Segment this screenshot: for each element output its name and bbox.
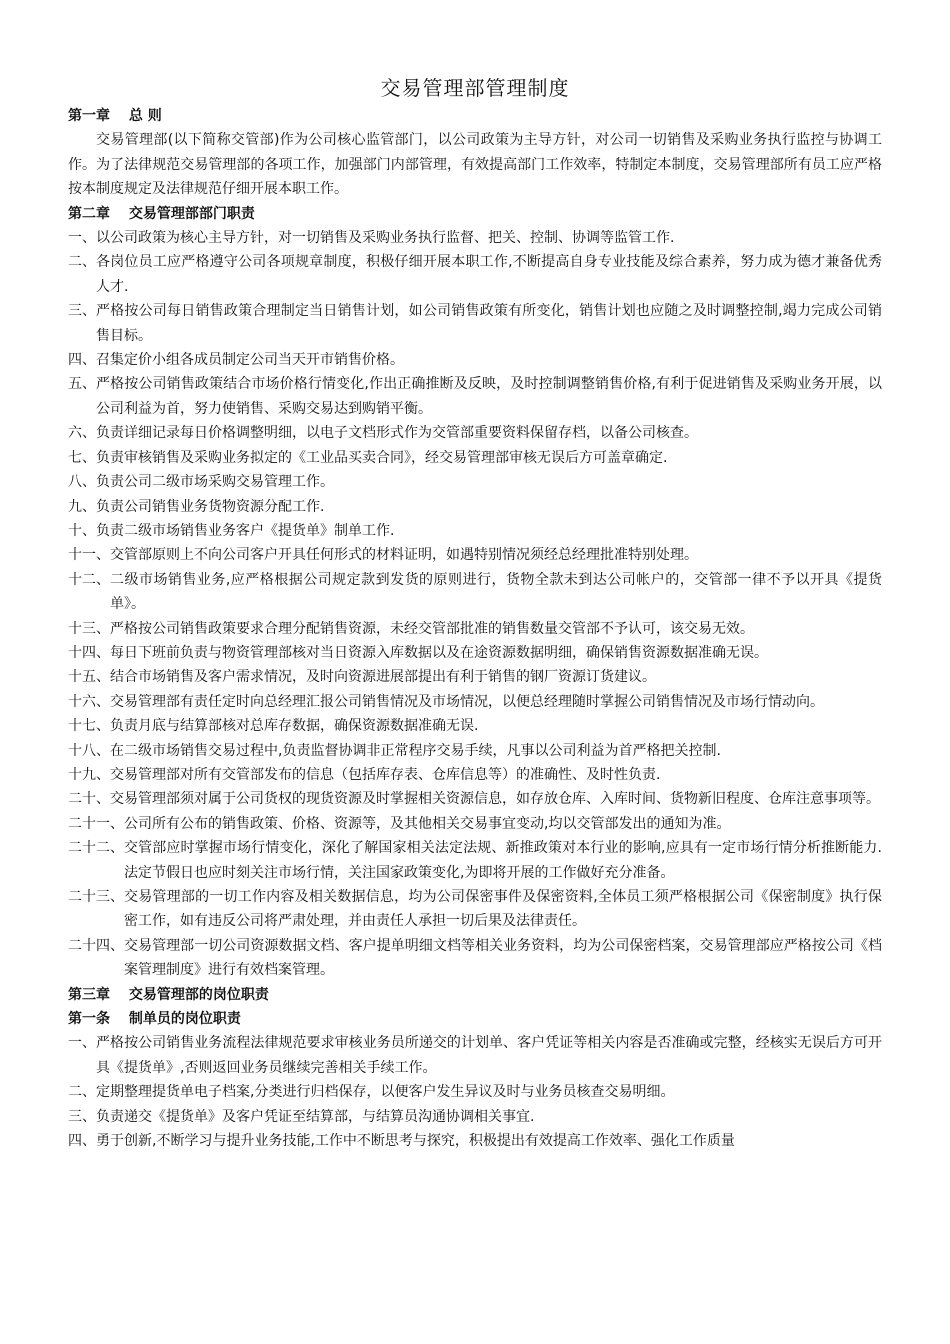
chapter-2-duty-item bbox=[68, 250, 882, 299]
chapter-2-duty-item bbox=[68, 812, 882, 836]
item-text: 勇于创新,不断学习与提升业务技能,工作中不断思考与探究，积极提出有效提高工作效率、强化工作质量 bbox=[96, 1133, 735, 1150]
chapter-2-duty-item bbox=[68, 568, 882, 617]
chapter-2-duty-item bbox=[68, 543, 882, 567]
chapter-2-duty-item bbox=[68, 519, 882, 543]
item-number: 二十三、 bbox=[68, 889, 124, 905]
item-number: 二十、 bbox=[68, 791, 110, 808]
item-text: 在二级市场销售交易过程中,负责监督协调非正常程序交易手续，凡事以公司利益为首严格把关控制. bbox=[110, 742, 721, 759]
chapter-2-duty-item bbox=[68, 226, 882, 250]
chapter-2-duty-item bbox=[68, 714, 882, 738]
chapter-3-heading: 第三章 交易管理部的岗位职责 bbox=[68, 986, 269, 1003]
item-number: 十二、 bbox=[68, 571, 110, 588]
chapter-2-duty-item bbox=[68, 372, 882, 421]
item-number: 四、 bbox=[68, 1133, 96, 1150]
item-number: 五、 bbox=[68, 376, 96, 393]
article-1-duty-item bbox=[68, 1105, 882, 1129]
chapter-2-duty-item bbox=[68, 934, 882, 983]
item-text: 交管部应时掌握市场行情变化，深化了解国家相关法定法规、新推政策对本行业的影响,应具有一定市场行情分析推断能力.法定节假日也应时刻关注市场行情，关注国家政策变化,为即将开展的工作做好充分准备。 bbox=[124, 840, 882, 881]
chapter-2-duty-item bbox=[68, 446, 882, 470]
item-text: 严格按公司销售政策要求合理分配销售资源，未经交管部批准的销售数量交管部不予认可，该交易无效。 bbox=[110, 620, 754, 637]
item-text: 交易管理部有责任定时向总经理汇报公司销售情况及市场情况，以便总经理随时掌握公司销售情况及市场行情动向。 bbox=[110, 693, 824, 710]
item-text: 负责详细记录每日价格调整明细，以电子文档形式作为交管部重要资料保留存档，以备公司核查。 bbox=[96, 425, 698, 442]
item-number: 一、 bbox=[68, 1035, 96, 1052]
item-number: 二十一、 bbox=[68, 815, 124, 832]
article-1-heading: 第一条 制单员的岗位职责 bbox=[68, 1011, 241, 1028]
document-title: 交易管理部管理制度 bbox=[380, 76, 570, 100]
item-number: 十五、 bbox=[68, 669, 110, 686]
item-number: 十四、 bbox=[68, 644, 110, 661]
item-number: 二十四、 bbox=[68, 937, 124, 954]
item-number: 七、 bbox=[68, 449, 96, 466]
chapter-2-duty-item bbox=[68, 641, 882, 665]
chapter-1-paragraph: 交易管理部(以下简称交管部)作为公司核心监管部门，以公司政策为主导方针，对公司一切销售及采购业务执行监控与协调工作。为了法律规范交易管理部的各项工作，加强部门内部管理，有效提高部门工作效率，特制定本制度，交易管理部所有员工应严格按本制度规定及法律规范仔细开展本职工作。 bbox=[68, 132, 882, 198]
item-number: 十九、 bbox=[68, 766, 110, 783]
item-text: 定期整理提货单电子档案,分类进行归档保存，以便客户发生异议及时与业务员核查交易明细。 bbox=[96, 1084, 675, 1101]
article-1-duty-item bbox=[68, 1080, 882, 1104]
chapter-2-duty-item bbox=[68, 348, 882, 372]
item-text: 召集定价小组各成员制定公司当天开市销售价格。 bbox=[96, 352, 404, 369]
item-text: 交易管理部的一切工作内容及相关数据信息，均为公司保密事件及保密资料,全体员工须严格根据公司《保密制度》执行保密工作，如有违反公司将严肃处理，并由责任人承担一切后果及法律责任。 bbox=[124, 889, 882, 930]
item-number: 十、 bbox=[68, 522, 96, 539]
item-text: 严格按公司销售业务流程法律规范要求审核业务员所递交的计划单、客户凭证等相关内容是否准确或完整，经核实无误后方可开具《提货单》,否则返回业务员继续完善相关手续工作。 bbox=[96, 1035, 882, 1076]
item-number: 十一、 bbox=[68, 547, 110, 564]
item-text: 严格按公司每日销售政策合理制定当日销售计划，如公司销售政策有所变化，销售计划也应随之及时调整控制,竭力完成公司销售目标。 bbox=[96, 303, 882, 344]
item-number: 三、 bbox=[68, 1108, 96, 1125]
item-text: 交易管理部对所有交管部发布的信息（包括库存表、仓库信息等）的准确性、及时性负责. bbox=[110, 766, 661, 783]
item-number: 二十二、 bbox=[68, 840, 124, 857]
item-number: 六、 bbox=[68, 425, 96, 442]
item-number: 八、 bbox=[68, 474, 96, 491]
item-text: 交易管理部一切公司资源数据文档、客户提单明细文档等相关业务资料，均为公司保密档案，交易管理部应严格按公司《档案管理制度》进行有效档案管理。 bbox=[124, 937, 882, 979]
item-number: 九、 bbox=[68, 498, 96, 515]
item-number: 四、 bbox=[68, 352, 96, 369]
item-number: 三、 bbox=[68, 303, 96, 320]
item-text: 负责递交《提货单》及客户凭证至结算部，与结算员沟通协调相关事宜. bbox=[96, 1108, 535, 1125]
article-1-duty-list bbox=[68, 1031, 882, 1153]
item-number: 十八、 bbox=[68, 742, 110, 759]
item-number: 二、 bbox=[68, 254, 96, 271]
article-1-duty-item bbox=[68, 1031, 882, 1080]
chapter-2-duty-item bbox=[68, 421, 882, 445]
chapter-2-duty-list bbox=[68, 226, 882, 983]
chapter-2-duty-item bbox=[68, 617, 882, 641]
item-number: 二、 bbox=[68, 1084, 96, 1101]
item-text: 公司所有公布的销售政策、价格、资源等，及其他相关交易事宜变动,均以交管部发出的通知为准。 bbox=[124, 815, 731, 832]
item-text: 交易管理部须对属于公司货权的现货资源及时掌握相关资源信息，如存放仓库、入库时间、货物新旧程度、仓库注意事项等。 bbox=[110, 791, 880, 808]
item-text: 以公司政策为核心主导方针，对一切销售及采购业务执行监督、把关、控制、协调等监管工作. bbox=[96, 230, 675, 247]
chapter-2-duty-item bbox=[68, 787, 882, 811]
item-text: 负责公司二级市场采购交易管理工作。 bbox=[96, 474, 334, 491]
item-text: 结合市场销售及客户需求情况，及时向资源进展部提出有利于销售的钢厂资源订货建议。 bbox=[110, 669, 656, 686]
chapter-2-duty-item bbox=[68, 836, 882, 885]
item-text: 负责公司销售业务货物资源分配工作. bbox=[96, 498, 325, 515]
item-text: 二级市场销售业务,应严格根据公司规定款到发货的原则进行，货物全款未到达公司帐户的，交管部一律不予以开具《提货单》。 bbox=[110, 571, 882, 613]
chapter-2-duty-item bbox=[68, 665, 882, 689]
chapter-1-heading: 第一章 总 则 bbox=[68, 108, 162, 124]
chapter-2-duty-item bbox=[68, 470, 882, 494]
item-number: 十三、 bbox=[68, 620, 110, 637]
chapter-2-duty-item bbox=[68, 690, 882, 714]
item-number: 十七、 bbox=[68, 718, 110, 735]
article-1-duty-item bbox=[68, 1129, 882, 1153]
chapter-2-duty-item bbox=[68, 885, 882, 934]
chapter-2-heading: 第二章 交易管理部部门职责 bbox=[68, 205, 255, 222]
chapter-2-duty-item bbox=[68, 299, 882, 348]
chapter-2-duty-item bbox=[68, 739, 882, 763]
item-number: 一、 bbox=[68, 230, 96, 247]
item-text: 负责二级市场销售业务客户《提货单》制单工作. bbox=[96, 522, 395, 539]
item-text: 每日下班前负责与物资管理部核对当日资源入库数据以及在途资源数据明细，确保销售资源数据准确无误。 bbox=[110, 644, 768, 661]
item-text: 严格按公司销售政策结合市场价格行情变化,作出正确推断及反映，及时控制调整销售价格,有利于促进销售及采购业务开展，以公司利益为首，努力使销售、采购交易达到购销平衡。 bbox=[96, 376, 882, 417]
chapter-2-duty-item bbox=[68, 763, 882, 787]
chapter-2-duty-item bbox=[68, 495, 882, 519]
item-text: 负责月底与结算部核对总库存数据，确保资源数据准确无误. bbox=[110, 718, 479, 735]
item-text: 各岗位员工应严格遵守公司各项规章制度，积极仔细开展本职工作,不断提高自身专业技能及综合素养，努力成为德才兼备优秀人才. bbox=[96, 254, 882, 295]
item-text: 负责审核销售及采购业务拟定的《工业品买卖合同》，经交易管理部审核无误后方可盖章确定. bbox=[96, 449, 668, 466]
item-text: 交管部原则上不向公司客户开具任何形式的材料证明，如遇特别情况须经总经理批准特别处理。 bbox=[110, 547, 698, 564]
item-number: 十六、 bbox=[68, 693, 110, 710]
